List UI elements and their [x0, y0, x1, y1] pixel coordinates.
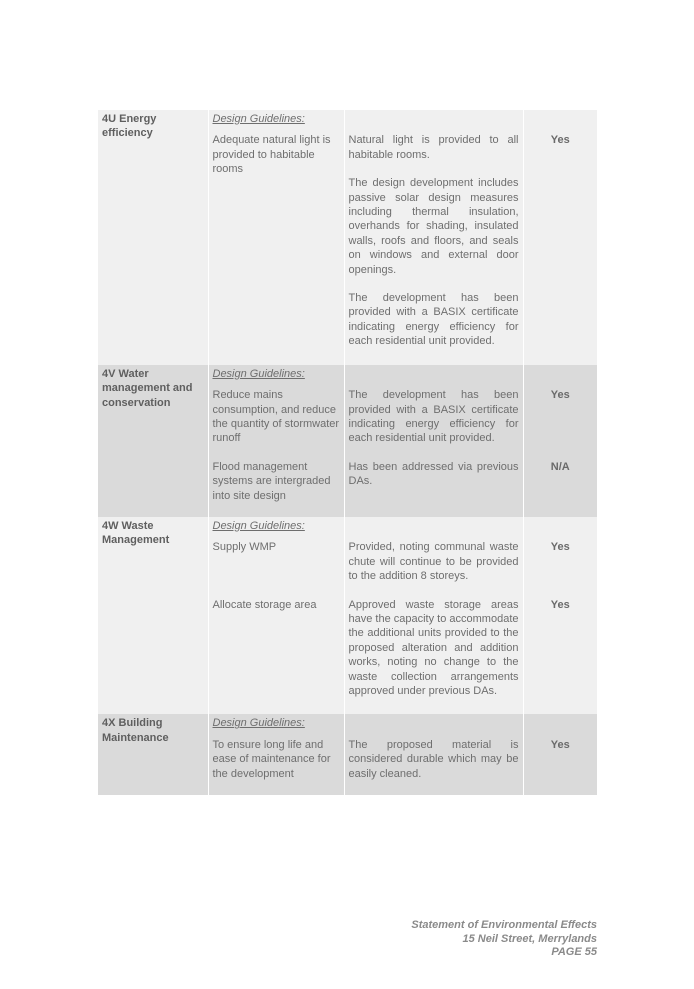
- response-cell: [344, 126, 523, 364]
- section-heading: 4V Water management and conservation: [98, 365, 208, 517]
- compliance-value: Yes: [523, 381, 597, 446]
- guidelines-label: Design Guidelines:: [212, 519, 305, 532]
- compliance-value: Yes: [523, 584, 597, 715]
- response-paragraph: Provided, noting communal waste chute will continue to be provided to the addition 8 storeys.: [348, 541, 519, 583]
- response-paragraph: Approved waste storage areas have the capacity to accommodate the additional units provided to the proposed alteration and addition works, noting no change to the waste collection arrangements approved under previous DAs.: [348, 598, 519, 697]
- section-4x-building-maintenance: [98, 714, 597, 795]
- footer-page-number: PAGE 55: [551, 946, 597, 958]
- response-cell: [344, 533, 523, 583]
- response-paragraph: The development has been provided with a BASIX certificate indicating energy efficiency for each residential unit provided.: [348, 292, 519, 348]
- response-paragraph: The development has been provided with a BASIX certificate indicating energy efficiency for each residential unit provided.: [348, 389, 519, 445]
- compliance-value: Yes: [523, 731, 597, 795]
- guideline-text: To ensure long life and ease of maintenance for the development: [208, 731, 344, 795]
- section-4w-waste-management: [98, 517, 597, 714]
- compliance-value: Yes: [523, 533, 597, 583]
- guidelines-label: Design Guidelines:: [212, 717, 305, 730]
- response-cell: [344, 446, 523, 517]
- compliance-value: N/A: [523, 446, 597, 517]
- section-4u-energy-efficiency: [98, 110, 597, 365]
- section-4v-water-management: [98, 365, 597, 517]
- guideline-text: Allocate storage area: [208, 584, 344, 715]
- response-cell: [344, 584, 523, 715]
- guidelines-label: Design Guidelines:: [212, 367, 305, 380]
- response-cell: [344, 731, 523, 795]
- guideline-text: Reduce mains consumption, and reduce the quantity of stormwater runoff: [208, 381, 344, 446]
- section-heading: 4W Waste Management: [98, 517, 208, 714]
- compliance-value: Yes: [523, 126, 597, 364]
- footer-document-title: Statement of Environmental Effects: [411, 919, 597, 931]
- response-paragraph: Natural light is provided to all habitable rooms.: [348, 134, 519, 161]
- page-footer: [411, 919, 597, 960]
- section-heading: 4X Building Maintenance: [98, 714, 208, 795]
- guideline-text: Supply WMP: [208, 533, 344, 583]
- response-paragraph: The proposed material is considered durable which may be easily cleaned.: [348, 738, 519, 780]
- guideline-text: Adequate natural light is provided to habitable rooms: [208, 126, 344, 364]
- response-paragraph: The design development includes passive solar design measures including thermal insulation, overhands for shading, insulated walls, roofs and floors, and seals on windows and external door openings.: [348, 177, 519, 276]
- response-cell: [344, 381, 523, 446]
- guideline-text: Flood management systems are intergraded into site design: [208, 446, 344, 517]
- response-paragraph: Has been addressed via previous DAs.: [348, 460, 519, 488]
- section-heading: 4U Energy efficiency: [98, 110, 208, 365]
- guidelines-label: Design Guidelines:: [212, 113, 305, 125]
- design-guidelines-table: [98, 110, 597, 795]
- footer-address: 15 Neil Street, Merrylands: [462, 932, 597, 945]
